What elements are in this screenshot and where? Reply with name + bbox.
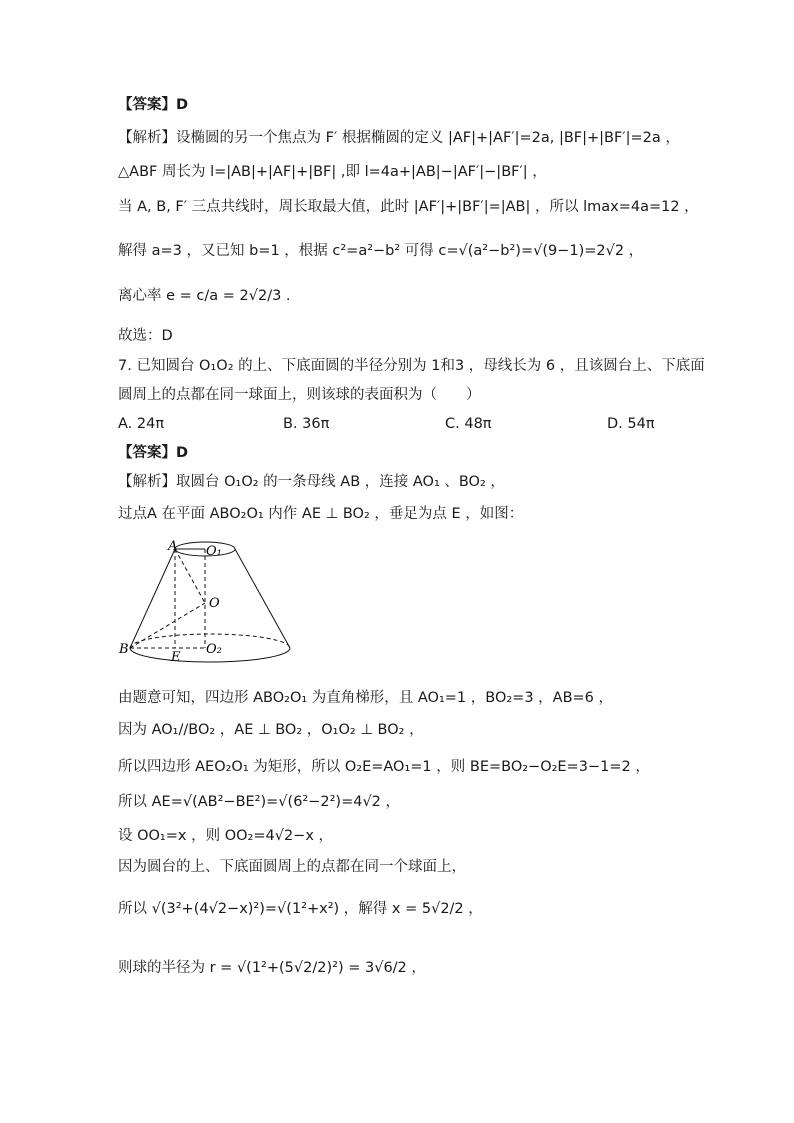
analysis-line-2: △ABF 周长为 l=|AB|+|AF|+|BF| ,即 l=4a+|AB|−|AF′|−|BF′| ， [118, 164, 547, 180]
generatrix-right [235, 549, 290, 648]
question-7-line-1: 7. 已知圆台 O₁O₂ 的上、下底面圆的半径分别为 1和3 ，母线长为 6 ，且该圆台上、下底面 [118, 358, 705, 374]
label-o: O [209, 596, 220, 611]
answer-line-1: 【答案】D [118, 97, 189, 113]
frustum-figure [115, 535, 315, 665]
analysis-q7-line-8: 因为圆台的上、下底面圆周上的点都在同一个球面上， [118, 859, 466, 875]
label-a: A [168, 539, 178, 554]
analysis-q7-line-2: 过点A 在平面 ABO₂O₁ 内作 AE ⊥ BO₂ ，垂足为点 E ，如图： [118, 506, 524, 522]
generatrix-ab [130, 549, 175, 648]
analysis-q7-line-3: 由题意可知，四边形 ABO₂O₁ 为直角梯形，且 AO₁=1 ，BO₂=3 ，AB=6 ， [118, 690, 614, 706]
option-c: C. 48π [445, 416, 492, 432]
analysis-line-4: 解得 a=3 ，又已知 b=1 ，根据 c²=a²−b² 可得 c=√(a²−b²)=√(9−1)=2√2 ， [118, 243, 644, 259]
final-choice-line: 故选：D [118, 328, 173, 344]
analysis-line-5: 离心率 e = c/a = 2√2/3 . [118, 288, 291, 304]
option-b: B. 36π [283, 416, 330, 432]
label-b: B [119, 642, 129, 657]
analysis-q7-line-7: 设 OO₁=x ，则 OO₂=4√2−x ， [118, 828, 334, 844]
analysis-line-3: 当 A, B, F′ 三点共线时，周长取最大值，此时 |AF′|+|BF′|=|AB| ，所以 lmax=4a=12 ， [118, 199, 699, 215]
segment-ao [175, 549, 205, 603]
option-a: A. 24π [118, 416, 165, 432]
label-o1: O₁ [206, 544, 222, 559]
analysis-q7-line-10: 则球的半径为 r = √(1²+(5√2/2)²) = 3√6/2 ， [118, 960, 426, 976]
option-d: D. 54π [607, 416, 655, 432]
segment-bo [130, 603, 205, 648]
analysis-q7-line-5: 所以四边形 AEO₂O₁ 为矩形，所以 O₂E=AO₁=1 ，则 BE=BO₂−O₂E=3−1=2 ， [118, 759, 650, 775]
label-o2: O₂ [206, 642, 222, 657]
analysis-q7-line-1: 【解析】取圆台 O₁O₂ 的一条母线 AB ，连接 AO₁ 、BO₂ ， [118, 474, 505, 490]
analysis-q7-line-4: 因为 AO₁//BO₂ ，AE ⊥ BO₂ ，O₁O₂ ⊥ BO₂ ， [118, 722, 424, 738]
answer-line-2: 【答案】D [118, 445, 189, 461]
label-e: E [171, 650, 181, 665]
analysis-line-1: 【解析】设椭圆的另一个焦点为 F′ 根据椭圆的定义 |AF|+|AF′|=2a, |BF|+|BF′|=2a ， [118, 130, 680, 146]
analysis-q7-line-6: 所以 AE=√(AB²−BE²)=√(6²−2²)=4√2 ， [118, 794, 401, 810]
analysis-q7-line-9: 所以 √(3²+(4√2−x)²)=√(1²+x²) ，解得 x = 5√2/2 ， [118, 901, 483, 917]
question-7-line-2: 圆周上的点都在同一球面上，则该球的表面积为（ ） [118, 387, 481, 403]
